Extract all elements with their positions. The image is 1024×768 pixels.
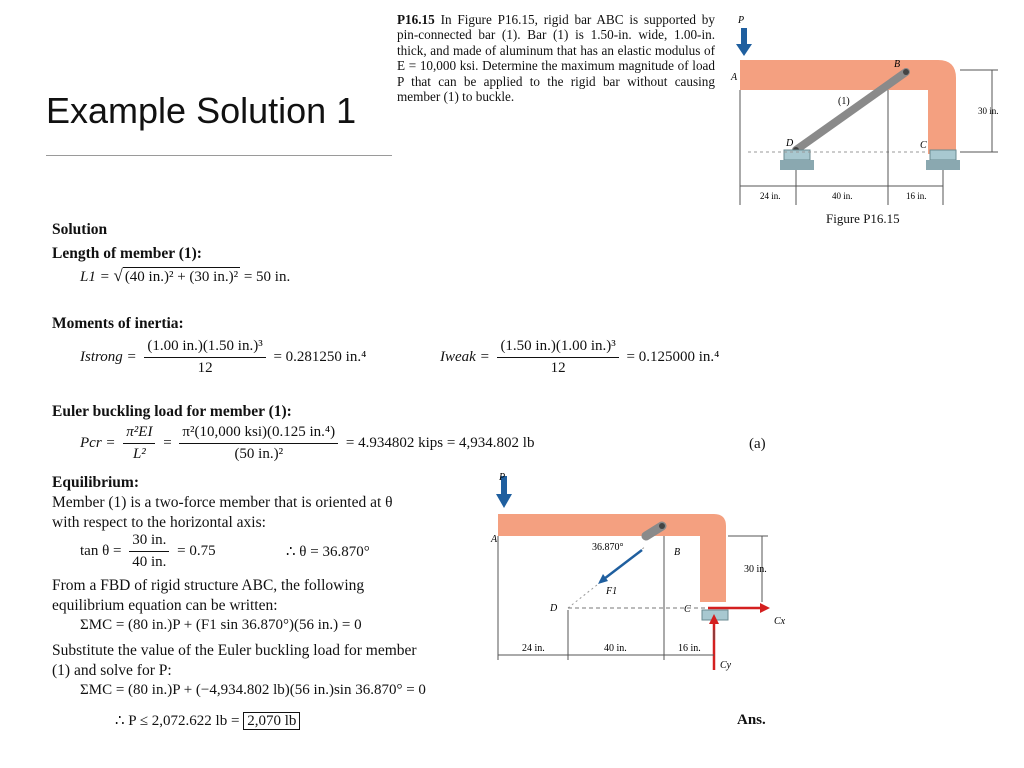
- inertia-strong-equation: [80, 338, 366, 377]
- length-radicand: (40 in.)² + (30 in.)²: [124, 269, 239, 285]
- eq-text-line-2: with respect to the horizontal axis:: [52, 514, 266, 531]
- euler-rhs: = 4.934802 kips = 4,934.802 lb: [345, 434, 535, 451]
- problem-text: In Figure P16.15, rigid bar ABC is supported by pin-connected bar (1). Bar (1) is 1.50-in. wide, 1.00-in. thick, and made of aluminum that has an elastic modulus of E = 10,000 ksi. Determine the maximum magnitude of load P that can be applied to the rigid bar without causing member (1) to buckle.: [397, 12, 715, 105]
- label-p: P: [738, 15, 745, 26]
- problem-number: P16.15: [397, 12, 435, 27]
- label-a: A: [731, 72, 738, 83]
- fbd-label-d: D: [550, 603, 558, 614]
- strong-fraction: [144, 338, 265, 377]
- problem-statement: [397, 12, 715, 104]
- result-box: 2,070 lb: [243, 712, 300, 730]
- eq-text-line-1: Member (1) is a two-force member that is oriented at θ: [52, 494, 393, 511]
- fbd-angle-label: 36.870°: [592, 542, 624, 553]
- dim-30: 30 in.: [978, 106, 999, 116]
- eq-text-line-3: From a FBD of rigid structure ABC, the following: [52, 577, 365, 594]
- euler-num-2: π²(10,000 ksi)(0.125 in.⁴): [179, 424, 338, 444]
- fbd-label-cx: Cx: [774, 616, 786, 627]
- length-rhs: = 50 in.: [243, 269, 291, 285]
- strong-rhs: = 0.281250 in.⁴: [273, 348, 367, 365]
- dim-16: 16 in.: [906, 191, 927, 201]
- fbd-force-cx-arrowhead: [760, 603, 770, 613]
- load-p-arrow: [736, 28, 752, 56]
- final-result: [115, 711, 300, 730]
- euler-label: Euler buckling load for member (1):: [52, 403, 292, 420]
- tan-lhs: tan θ =: [80, 542, 122, 559]
- part-label-a: (a): [749, 436, 766, 452]
- length-equation: [80, 266, 290, 286]
- strong-lhs: Istrong =: [80, 348, 137, 365]
- tan-equation: [80, 532, 216, 571]
- fbd-pin-b: [659, 523, 665, 529]
- support-d-base: [780, 160, 814, 170]
- fbd-force-f1: [600, 550, 642, 582]
- fbd-label-a: A: [491, 534, 498, 545]
- euler-lhs: Pcr =: [80, 434, 116, 451]
- inertia-weak-equation: [440, 338, 719, 377]
- strong-num: (1.00 in.)(1.50 in.)³: [144, 338, 265, 358]
- euler-equation: [80, 424, 534, 463]
- dim-24: 24 in.: [760, 191, 781, 201]
- tan-num: 30 in.: [129, 532, 169, 552]
- euler-den-2: (50 in.)²: [234, 446, 284, 462]
- strong-den: 12: [197, 360, 213, 376]
- euler-den-1: L²: [132, 446, 146, 462]
- tan-fraction: [129, 532, 169, 571]
- euler-num-1: π²EI: [123, 424, 155, 444]
- equals-sign: =: [163, 434, 172, 451]
- fbd-label-f1: F1: [606, 586, 618, 597]
- inertia-label: Moments of inertia:: [52, 315, 184, 332]
- label-d: D: [786, 138, 794, 149]
- support-c-base: [926, 160, 960, 170]
- euler-fraction-1: [123, 424, 155, 463]
- eq-text-line-6: (1) and solve for P:: [52, 662, 172, 679]
- slide-title: Example Solution 1: [46, 90, 357, 131]
- fbd-dim-30: 30 in.: [744, 564, 767, 575]
- fbd-label-cy: Cy: [720, 660, 732, 671]
- weak-lhs: Iweak =: [440, 348, 490, 365]
- free-body-diagram: [488, 470, 788, 680]
- moment-equation-2: ΣMC = (80 in.)P + (−4,934.802 lb)(56 in.)sin 36.870° = 0: [80, 682, 426, 698]
- label-b: B: [894, 59, 901, 70]
- euler-fraction-2: [179, 424, 338, 463]
- weak-den: 12: [550, 360, 566, 376]
- fbd-dim-40: 40 in.: [604, 643, 627, 654]
- solution-heading: Solution: [52, 221, 108, 238]
- dim-40: 40 in.: [832, 191, 853, 201]
- fbd-label-b: B: [674, 547, 681, 558]
- length-label: Length of member (1):: [52, 245, 202, 262]
- pin-b: [903, 69, 909, 75]
- weak-fraction: [497, 338, 618, 377]
- eq-text-line-4: equilibrium equation can be written:: [52, 597, 278, 614]
- equilibrium-label: Equilibrium:: [52, 474, 139, 491]
- tan-rhs: = 0.75: [177, 542, 216, 559]
- fbd-label-p: P: [499, 472, 506, 483]
- answer-label: Ans.: [737, 712, 766, 728]
- length-lhs: L1 =: [80, 269, 114, 285]
- figure-p16-15: [728, 10, 1018, 230]
- fbd-dim-16: 16 in.: [678, 643, 701, 654]
- moment-equation-1: ΣMC = (80 in.)P + (F1 sin 36.870°)(56 in.) = 0: [80, 617, 362, 633]
- title-divider: [46, 155, 392, 156]
- label-c: C: [920, 140, 927, 151]
- support-c: [930, 150, 956, 160]
- result-prefix: ∴ P ≤ 2,072.622 lb =: [115, 713, 240, 729]
- theta-result: ∴ θ = 36.870°: [286, 544, 370, 560]
- weak-rhs: = 0.125000 in.⁴: [626, 348, 720, 365]
- weak-num: (1.50 in.)(1.00 in.)³: [497, 338, 618, 358]
- label-member-1: (1): [838, 96, 850, 107]
- fbd-dim-24: 24 in.: [522, 643, 545, 654]
- figure-caption: Figure P16.15: [826, 211, 900, 226]
- sqrt-symbol: √: [113, 266, 123, 285]
- tan-den: 40 in.: [132, 554, 167, 570]
- fbd-label-c: C: [684, 604, 691, 615]
- eq-text-line-5: Substitute the value of the Euler buckling load for member: [52, 642, 417, 659]
